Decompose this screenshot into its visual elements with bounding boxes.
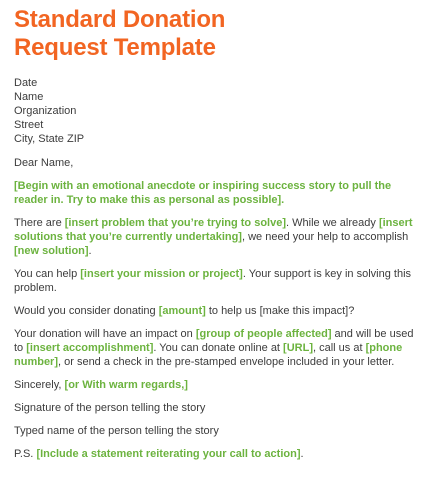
impact-text-2: and will be used to bbox=[14, 328, 414, 354]
impact-text-4: , call us at bbox=[312, 342, 366, 354]
new-solution-placeholder: [new solution] bbox=[14, 245, 89, 257]
closing-placeholder: [or With warm regards,] bbox=[64, 379, 188, 391]
impact-text-3: . You can donate online at bbox=[153, 342, 284, 354]
impact-text-5: , or send a check in the pre-stamped envelope included in your letter. bbox=[58, 356, 395, 368]
address-date: Date bbox=[14, 77, 38, 89]
solutions-placeholder: [insert solutions that you’re currently undertaking] bbox=[14, 217, 413, 243]
amount-text-2: to help us [make this impact]? bbox=[205, 305, 355, 317]
title-line-2: Request Template bbox=[14, 34, 216, 61]
problem-paragraph bbox=[14, 216, 417, 258]
phone-placeholder: [phone number] bbox=[14, 342, 403, 368]
mission-paragraph bbox=[14, 267, 417, 295]
mission-text-2: . Your support is key in solving this problem. bbox=[14, 268, 412, 294]
problem-text-3: , we need your help to accomplish bbox=[241, 231, 409, 243]
ps-text-2: . bbox=[300, 448, 304, 460]
problem-placeholder: [insert problem that you’re trying to solve] bbox=[64, 217, 287, 229]
problem-text-4: . bbox=[88, 245, 92, 257]
mission-text-1: You can help bbox=[14, 268, 81, 280]
amount-placeholder: [amount] bbox=[158, 305, 206, 317]
ps-placeholder: [Include a statement reiterating your call to action] bbox=[36, 448, 301, 460]
amount-text-1: Would you consider donating bbox=[14, 305, 159, 317]
typed-name-line: Typed name of the person telling the story bbox=[14, 425, 219, 437]
address-block bbox=[14, 76, 417, 146]
problem-text-1: There are bbox=[14, 217, 65, 229]
salutation: Dear Name, bbox=[14, 157, 74, 169]
impact-paragraph bbox=[14, 327, 417, 369]
intro-placeholder: [Begin with an emotional anecdote or inspiring success story to pull the reader in. Try to make this as personal as possible]. bbox=[14, 180, 392, 206]
signature-line: Signature of the person telling the story bbox=[14, 402, 206, 414]
address-name: Name bbox=[14, 91, 44, 103]
accomplishment-placeholder: [insert accomplishment] bbox=[26, 342, 154, 354]
group-placeholder: [group of people affected] bbox=[195, 328, 332, 340]
mission-placeholder: [insert your mission or project] bbox=[80, 268, 243, 280]
address-organization: Organization bbox=[14, 105, 77, 117]
url-placeholder: [URL] bbox=[283, 342, 313, 354]
problem-text-2: . While we already bbox=[286, 217, 379, 229]
address-city-state-zip: City, State ZIP bbox=[14, 133, 85, 145]
ps-text-1: P.S. bbox=[14, 448, 37, 460]
closing-line bbox=[14, 378, 417, 392]
address-street: Street bbox=[14, 119, 44, 131]
impact-text-1: Your donation will have an impact on bbox=[14, 328, 196, 340]
amount-paragraph bbox=[14, 304, 417, 318]
title-line-1: Standard Donation bbox=[14, 6, 226, 33]
document-title bbox=[14, 6, 417, 62]
closing-text: Sincerely, bbox=[14, 379, 65, 391]
ps-paragraph bbox=[14, 447, 417, 461]
